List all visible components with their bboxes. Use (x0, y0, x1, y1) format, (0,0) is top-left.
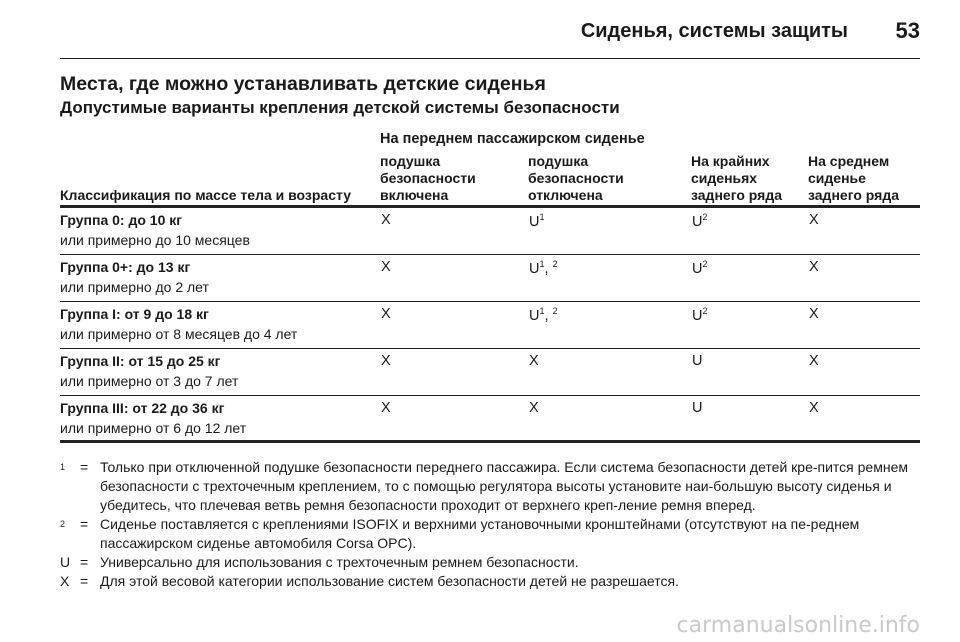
seat-suitability-cell (381, 212, 391, 228)
suitability-value: X (809, 306, 819, 322)
age-range: или примерно от 3 до 7 лет (60, 373, 239, 389)
seat-suitability-cell (809, 306, 819, 322)
column-header-rear-outer: На крайних сиденьях заднего ряда (691, 153, 782, 203)
seat-suitability-cell (529, 400, 539, 416)
age-range: или примерно от 8 месяцев до 4 лет (60, 326, 298, 342)
seat-suitability-cell (381, 353, 391, 369)
seat-suitability-cell (529, 259, 558, 277)
suitability-value: X (809, 259, 819, 275)
suitability-value: U (692, 400, 703, 416)
suitability-value: X (529, 400, 539, 416)
page-number: 53 (895, 18, 920, 43)
table-row (60, 302, 920, 349)
footnote-item (60, 458, 920, 515)
weight-group: Группа 0+: до 13 кг (60, 259, 191, 275)
table-header (60, 131, 920, 208)
seat-suitability-cell (692, 306, 708, 324)
table-row (60, 396, 920, 443)
footnote-ref: 1 (539, 212, 545, 222)
footnote-text: Сиденье поставляется с креплениями ISOFIX и верхними установочными кронштейнами (отсутствуют на пе-реднем пассажирском сиденье автомобиля Corsa OPC). (100, 516, 860, 551)
seat-suitability-cell (529, 306, 558, 324)
suitability-value: X (381, 400, 391, 416)
seat-suitability-cell (692, 259, 708, 277)
footnote-ref: 2 (702, 212, 708, 222)
seat-suitability-cell (692, 400, 702, 416)
column-header-airbag-off: подушка безопасности отключена (528, 153, 624, 203)
suitability-value: X (381, 353, 391, 369)
column-header-rear-center: На среднем сиденье заднего ряда (808, 153, 899, 203)
seat-suitability-cell (692, 212, 708, 230)
table-row (60, 349, 920, 396)
suitability-value: U (692, 308, 703, 324)
suitability-value: U (529, 214, 540, 230)
seat-suitability-cell (381, 400, 391, 416)
suitability-value: U (529, 261, 540, 277)
footnote-item (60, 572, 920, 591)
seat-suitability-cell (809, 212, 819, 228)
footnote-ref: 2 (552, 306, 558, 316)
page-heading: Места, где можно устанавливать детские сиденья (60, 73, 546, 95)
front-seat-span-header: На переднем пассажирском сиденье (380, 131, 645, 147)
footnote-ref: 2 (702, 259, 708, 269)
suitability-value: U (692, 214, 703, 230)
suitability-value: U (692, 353, 703, 369)
footnote-equals: = (80, 573, 89, 589)
suitability-value: X (381, 306, 391, 322)
footnote-ref: 1 (539, 259, 545, 269)
suitability-value: X (381, 259, 391, 275)
suitability-value: X (809, 212, 819, 228)
weight-group: Группа I: от 9 до 18 кг (60, 306, 209, 322)
suitability-value: X (529, 353, 539, 369)
suitability-value: X (809, 353, 819, 369)
footnote-ref: 2 (702, 306, 708, 316)
column-header-airbag-on: подушка безопасности включена (380, 153, 476, 203)
footnote-equals: = (80, 554, 89, 570)
weight-group: Группа II: от 15 до 25 кг (60, 353, 221, 369)
seat-suitability-cell (529, 212, 545, 230)
age-range: или примерно от 6 до 12 лет (60, 420, 247, 436)
seat-suitability-cell (529, 353, 539, 369)
footnote-key (60, 458, 80, 515)
seat-suitability-cell (381, 259, 391, 275)
suitability-value: X (381, 212, 391, 228)
seat-suitability-cell (381, 306, 391, 322)
seat-suitability-cell (809, 259, 819, 275)
seat-suitability-cell (692, 353, 702, 369)
watermark: carmanualsonline.info (676, 613, 920, 638)
footnote-key: X (60, 573, 70, 589)
footnote-equals: = (80, 459, 89, 475)
suitability-value: U (692, 261, 703, 277)
table-row (60, 255, 920, 302)
weight-group: Группа III: от 22 до 36 кг (60, 400, 225, 416)
footnote-key (60, 515, 80, 553)
header-rule (60, 58, 920, 59)
footnote-equals: = (80, 516, 89, 532)
table-body (60, 208, 920, 443)
suitability-value: X (809, 400, 819, 416)
footnotes (60, 458, 920, 591)
footnote-text: Для этой весовой категории использование систем безопасности детей не разрешается. (100, 573, 679, 589)
footnote-number: 2 (60, 519, 66, 529)
child-seat-table (60, 131, 920, 443)
footnote-ref: 2 (552, 259, 558, 269)
footnote-number: 1 (60, 462, 66, 472)
footnote-text: Универсально для использования с трехточечным ремнем безопасности. (100, 554, 579, 570)
footnote-separator: , (544, 308, 553, 324)
page-subheading: Допустимые варианты крепления детской системы безопасности (60, 98, 620, 117)
running-header (60, 18, 920, 46)
footnote-item (60, 515, 920, 553)
section-title: Сиденья, системы защиты (580, 20, 848, 42)
suitability-value: U (529, 308, 540, 324)
footnote-text: Только при отключенной подушке безопасности переднего пассажира. Если система безопасности детей кре-пится ремнем безопасности с трехточечным креплением, то с помощью регулятора высоты установите наи-большую высоту сиденья и убедитесь, что плечевая ветвь ремня безопасности проходит от верхнего креп-ление ремня вперед. (100, 459, 908, 513)
footnote-key: U (60, 554, 71, 570)
table-row (60, 208, 920, 255)
age-range: или примерно до 2 лет (60, 279, 209, 295)
weight-group: Группа 0: до 10 кг (60, 212, 183, 228)
seat-suitability-cell (809, 353, 819, 369)
column-header-classification: Классификация по массе тела и возрасту (60, 187, 351, 203)
seat-suitability-cell (809, 400, 819, 416)
footnote-ref: 1 (539, 306, 545, 316)
age-range: или примерно до 10 месяцев (60, 232, 250, 248)
footnote-separator: , (544, 261, 553, 277)
footnote-item (60, 553, 920, 572)
